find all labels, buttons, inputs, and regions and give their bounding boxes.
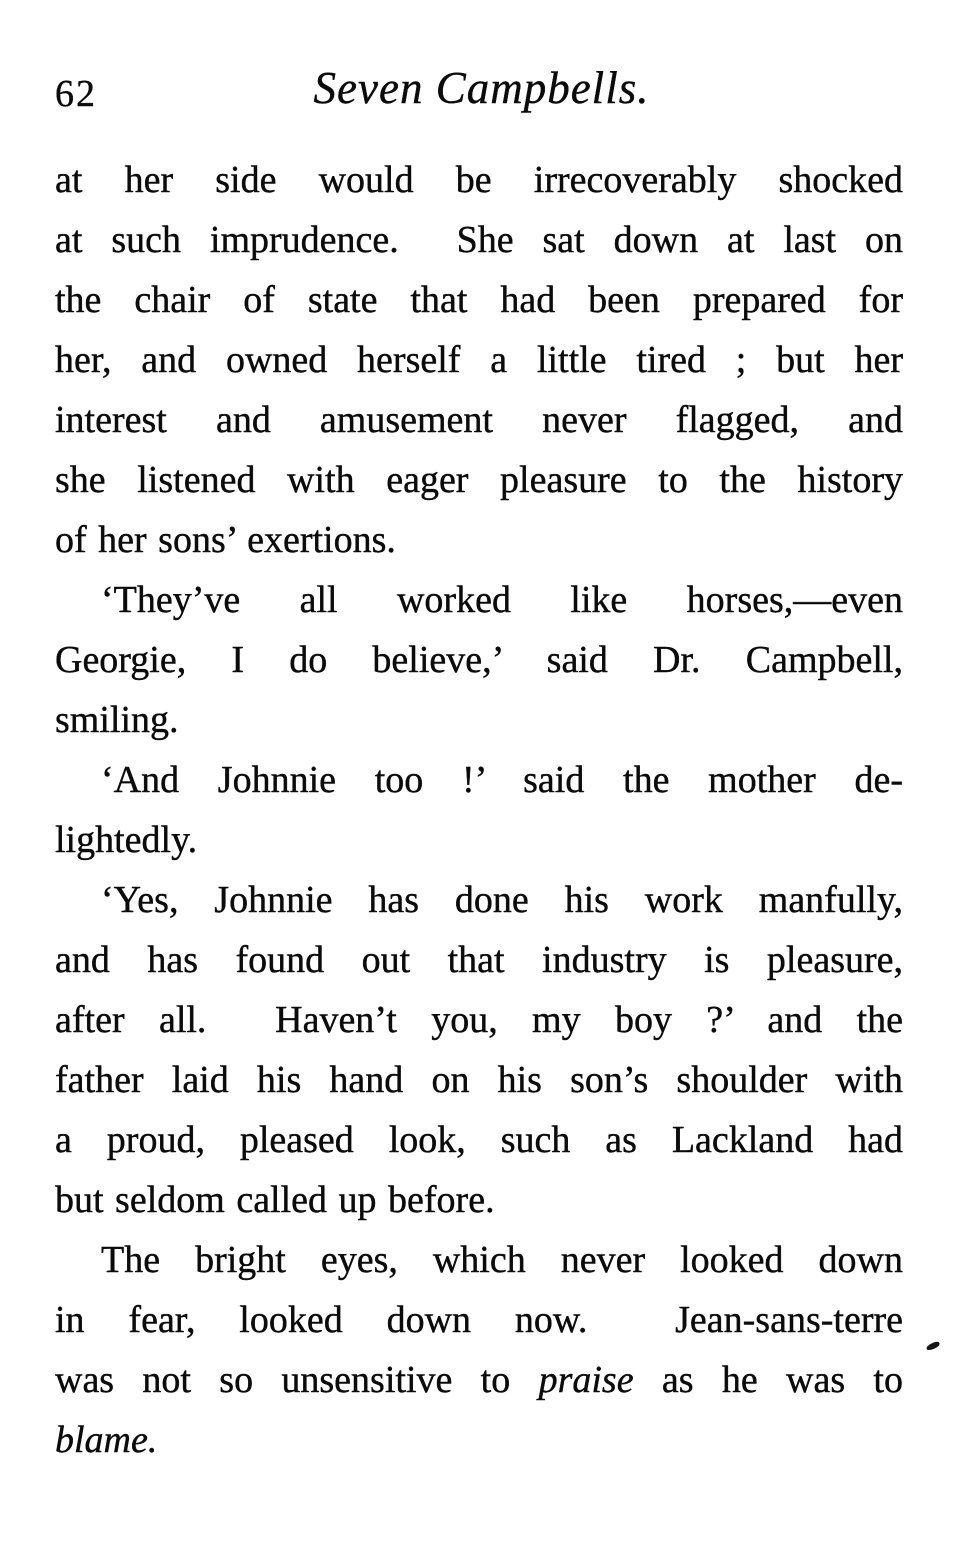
text-segment: ‘Yes, Johnnie has done his work manfully, (101, 879, 903, 921)
text-segment: ‘They’ve all worked like horses,—even (101, 579, 903, 621)
text-line (55, 990, 903, 1050)
ink-speck (925, 1341, 940, 1352)
text-line (55, 930, 903, 990)
text-line (55, 1170, 903, 1230)
text-line (55, 1050, 903, 1110)
text-line (55, 1110, 903, 1170)
text-segment: in fear, looked down now. Jean-sans-terre (55, 1299, 903, 1341)
text-line (55, 330, 903, 390)
text-line (55, 510, 903, 570)
text-segment: the chair of state that had been prepared for (55, 279, 903, 321)
text-line (55, 1290, 903, 1350)
italic-text: praise (538, 1359, 634, 1401)
text-segment: The bright eyes, which never looked down (101, 1239, 903, 1281)
text-line (55, 450, 903, 510)
text-line (55, 870, 903, 930)
text-line (55, 150, 903, 210)
text-segment: at such imprudence. She sat down at last on (55, 219, 903, 261)
text-segment: and has found out that industry is pleasure, (55, 939, 903, 981)
text-segment: lightedly. (55, 819, 198, 861)
text-segment: her, and owned herself a little tired ; but her (55, 339, 903, 381)
text-line (55, 390, 903, 450)
text-segment: of her sons’ exertions. (55, 519, 396, 561)
text-segment: smiling. (55, 699, 179, 741)
text-line (55, 1410, 903, 1470)
italic-text: blame. (55, 1419, 158, 1461)
text-segment: father laid his hand on his son’s shoulder with (55, 1059, 903, 1101)
text-segment: Georgie, I do believe,’ said Dr. Campbell, (55, 639, 903, 681)
text-line (55, 630, 903, 690)
text-segment: at her side would be irrecoverably shocked (55, 159, 903, 201)
text-line (55, 1350, 903, 1410)
text-line (55, 270, 903, 330)
text-segment: after all. Haven’t you, my boy ?’ and the (55, 999, 903, 1041)
body-text (55, 150, 903, 1470)
text-line (55, 570, 903, 630)
text-segment: as he was to (633, 1359, 903, 1401)
page-number: 62 (55, 73, 97, 115)
text-line (55, 690, 903, 750)
running-head: Seven Campbells. (313, 63, 650, 113)
text-line (55, 210, 903, 270)
text-segment: she listened with eager pleasure to the history (55, 459, 903, 501)
text-segment: was not so unsensitive to (55, 1359, 539, 1401)
text-line (55, 810, 903, 870)
text-segment: but seldom called up before. (55, 1179, 495, 1221)
text-line (55, 1230, 903, 1290)
text-segment: ‘And Johnnie too !’ said the mother de- (101, 759, 903, 801)
text-line (55, 750, 903, 810)
text-segment: a proud, pleased look, such as Lackland had (55, 1119, 903, 1161)
text-segment: interest and amusement never flagged, and (55, 399, 903, 441)
